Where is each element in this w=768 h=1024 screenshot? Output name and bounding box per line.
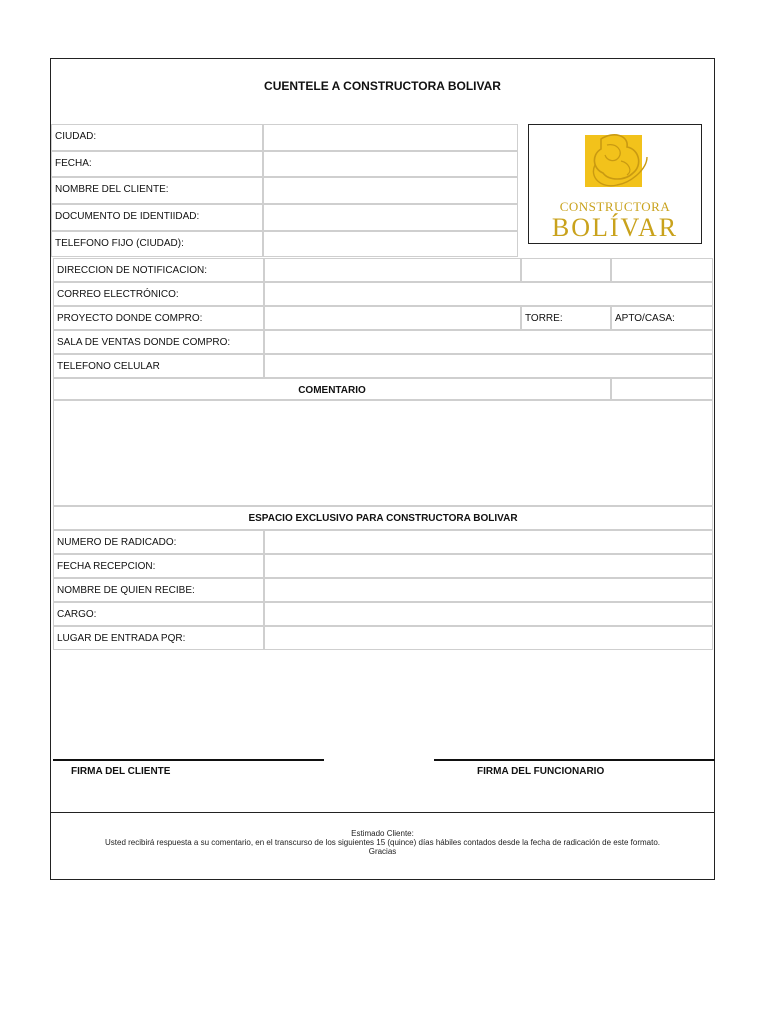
firma-funcionario-label: FIRMA DEL FUNCIONARIO — [477, 766, 605, 777]
nombre-cliente-field[interactable] — [263, 177, 518, 204]
footer-divider — [51, 812, 714, 813]
fecha-field[interactable] — [263, 151, 518, 177]
telefono-fijo-label: TELEFONO FIJO (CIUDAD): — [51, 231, 263, 257]
direccion-field-3[interactable] — [611, 258, 713, 282]
celular-label: TELEFONO CELULAR — [53, 354, 264, 378]
signature-line-funcionario[interactable] — [434, 759, 715, 761]
firma-cliente-label: FIRMA DEL CLIENTE — [71, 766, 171, 777]
lugar-entrada-field[interactable] — [264, 626, 713, 650]
documento-label: DOCUMENTO DE IDENTIIDAD: — [51, 204, 263, 231]
telefono-fijo-field[interactable] — [263, 231, 518, 257]
logo-text-bolivar: BOLÍVAR — [551, 213, 679, 242]
footer-greeting: Estimado Cliente: — [351, 829, 414, 838]
cargo-label: CARGO: — [53, 602, 264, 626]
logo-text-constructora: CONSTRUCTORA — [559, 199, 671, 214]
proyecto-field[interactable] — [264, 306, 521, 330]
exclusivo-header: ESPACIO EXCLUSIVO PARA CONSTRUCTORA BOLIVAR — [53, 506, 713, 530]
torre-label: TORRE: — [521, 306, 611, 330]
radicado-field[interactable] — [264, 530, 713, 554]
footer-message: Usted recibirá respuesta a su comentario, en el transcurso de los siguientes 15 (quince) días hábiles contados desde la fecha de radicación de este formato. — [105, 838, 660, 847]
comentario-textarea[interactable] — [53, 400, 713, 506]
correo-field[interactable] — [264, 282, 713, 306]
footer-note — [51, 829, 714, 856]
direccion-label: DIRECCION DE NOTIFICACION: — [53, 258, 264, 282]
sala-ventas-field[interactable] — [264, 330, 713, 354]
proyecto-label: PROYECTO DONDE COMPRO: — [53, 306, 264, 330]
lugar-entrada-label: LUGAR DE ENTRADA PQR: — [53, 626, 264, 650]
direccion-field[interactable] — [264, 258, 521, 282]
cargo-field[interactable] — [264, 602, 713, 626]
radicado-label: NUMERO DE RADICADO: — [53, 530, 264, 554]
fecha-recepcion-label: FECHA RECEPCION: — [53, 554, 264, 578]
comentario-header-side — [611, 378, 713, 400]
sala-ventas-label: SALA DE VENTAS DONDE COMPRO: — [53, 330, 264, 354]
footer-thanks: Gracias — [368, 847, 397, 856]
quien-recibe-label: NOMBRE DE QUIEN RECIBE: — [53, 578, 264, 602]
fecha-label: FECHA: — [51, 151, 263, 177]
direccion-field-2[interactable] — [521, 258, 611, 282]
ciudad-label: CIUDAD: — [51, 124, 263, 151]
signature-line-cliente[interactable] — [53, 759, 324, 761]
documento-field[interactable] — [263, 204, 518, 231]
quien-recibe-field[interactable] — [264, 578, 713, 602]
apto-casa-label: APTO/CASA: — [611, 306, 713, 330]
celular-field[interactable] — [264, 354, 713, 378]
pqr-form — [50, 58, 715, 880]
form-title: CUENTELE A CONSTRUCTORA BOLIVAR — [264, 79, 501, 93]
nombre-cliente-label: NOMBRE DEL CLIENTE: — [51, 177, 263, 204]
constructora-bolivar-logo — [528, 124, 702, 244]
fecha-recepcion-field[interactable] — [264, 554, 713, 578]
correo-label: CORREO ELECTRÓNICO: — [53, 282, 264, 306]
comentario-header: COMENTARIO — [53, 378, 611, 400]
ciudad-field[interactable] — [263, 124, 518, 151]
